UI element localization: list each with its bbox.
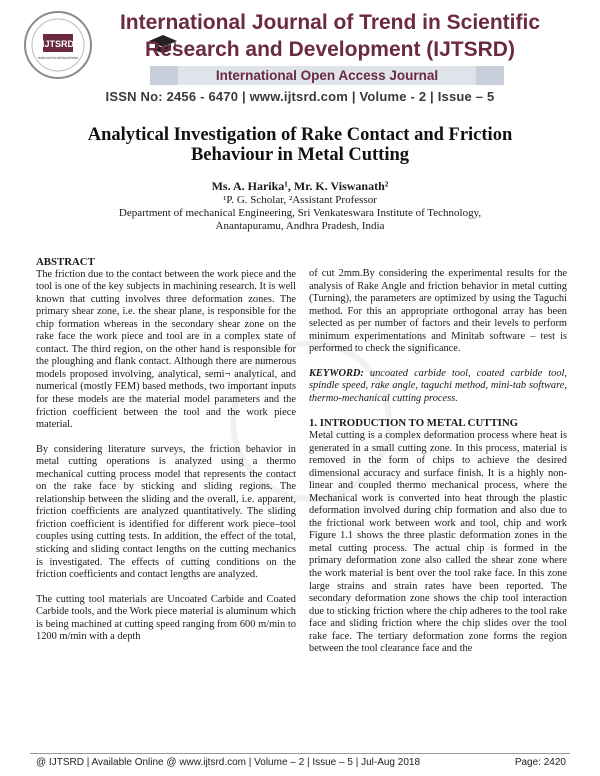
banner-right-end (476, 66, 504, 85)
issn-line: ISSN No: 2456 - 6470 | www.ijtsrd.com | Volume - 2 | Issue – 5 (105, 89, 495, 104)
paper-title (0, 125, 600, 165)
author-roles: ¹P. G. Scholar, ²Assistant Professor (223, 194, 377, 206)
left-column (36, 256, 296, 644)
journal-header (0, 0, 600, 116)
right-column (309, 268, 567, 656)
page-number: Page: 2420 (514, 757, 566, 768)
abstract-paragraph-1: The friction due to the contact between the work piece and the tool is one of the key subjects in machining research. It is well known that cutting involves three deformation zones. The primary shear zone, i.e. the shear plane, is responsible for the chip formation whereas in the secondary shear zone on the rake face the work piece and tool are in a complex state of contact. The third region, on the other hand is responsible for the ploughing and flank contact. Although there are numerous models proposed involving, analytical, semi¬ analytical, and numerical (mostly FEM) based methods, two important inputs for these models are the material model parameters and the friction coefficient between the tool and the work piece material. (36, 268, 296, 431)
intro-paragraph: Metal cutting is a complex deformation process where heat is generated in a small cutting zone. In this process, material is removed in the form of chips to achieve the desired dimensional accuracy and surface finish. It is a highly non-linear and coupled thermo mechanical process, where the Mechanical work is converted into heat through the plastic deformation involved during chip formation and also due to the frictional work between work and tool, chip and work Figure 1.1 shows the three plastic deformation zones in the metal cutting process. The actual chip is formed in the primary deformation zone also called the shear zone where the work material is bent over the tool rake face. In this zone large strains and strain rates have been reported. The secondary deformation zone shows the chip tool interaction due to sticking friction where the chip adheres to the tool rake face and sliding friction where the chip slides over the tool rake face. The tertiary deformation zone forms the region between the tool clearance face and the (309, 430, 567, 655)
department: Department of mechanical Engineering, Sri Venkateswara Institute of Technology, (118, 207, 482, 219)
abstract-paragraph-2: By considering literature surveys, the friction behavior in metal cutting operations is analyzed using a thermo mechanical cutting process model that represents the contact on the rake face by sticking and sliding regions. The relationship between the sliding and the overall, i.e. apparent, friction coefficients are analyzed quantitatively. The sliding friction coefficient is identified for different work piece–tool couples using cutting tests. In addition, the effect of the total, sticking and sliding contact lengths on the cutting mechanics is investigated. The effects of cutting conditions on the friction coefficients and contact lengths are analyzed. (36, 443, 296, 581)
footer-info: @ IJTSRD | Available Online @ www.ijtsrd.com | Volume – 2 | Issue – 5 | Jul-Aug 2018 (36, 757, 421, 768)
banner-left-end (150, 66, 178, 85)
logo-subtitle: International Journal of Trend in Scientific Research and Development (38, 56, 79, 60)
intro-heading: 1. INTRODUCTION TO METAL CUTTING (309, 417, 519, 430)
abstract-heading: ABSTRACT (36, 256, 95, 268)
keywords (309, 368, 567, 406)
journal-name-line2: Research and Development (IJTSRD) (145, 38, 515, 61)
abstract-paragraph-3: The cutting tool materials are Uncoated Carbide and Coated Carbide tools, and the Work piece material is aluminum which is being machined at cutting speed ranging from 600 m/min to 1200 m/min with a depth (36, 593, 296, 643)
keywords-label: KEYWORD: (309, 367, 364, 379)
open-access-banner: International Open Access Journal (178, 66, 476, 85)
footer-rule (30, 753, 570, 754)
logo-text: IJTSRD (41, 39, 75, 49)
journal-name-line1: International Journal of Trend in Scientific (119, 11, 541, 34)
keywords-text: uncoated carbide tool, coated carbide tool, spindle speed, rake angle, taguchi method, mini-tab software, thermo-mechanical cutting process. (309, 367, 567, 404)
location: Anantapuramu, Andhra Pradesh, India (215, 220, 385, 232)
author-list: Ms. A. Harika¹, Mr. K. Viswanath² (211, 179, 389, 193)
page-footer (36, 757, 566, 768)
affiliation (0, 194, 600, 233)
title-line1: Analytical Investigation of Rake Contact and Friction (87, 125, 513, 145)
abstract-paragraph-3-continued: of cut 2mm.By considering the experimental results for the analysis of Rake Angle and friction behavior in metal cutting (Turning), the parameters are optimized by using the Taguchi method. For this an appropriate orthogonal array has been selected as per number of factors and their levels to perform minimum experimentations and Minitab software – test is performed to check the significance. (309, 268, 567, 355)
title-line2: Behaviour in Metal Cutting (190, 145, 410, 165)
